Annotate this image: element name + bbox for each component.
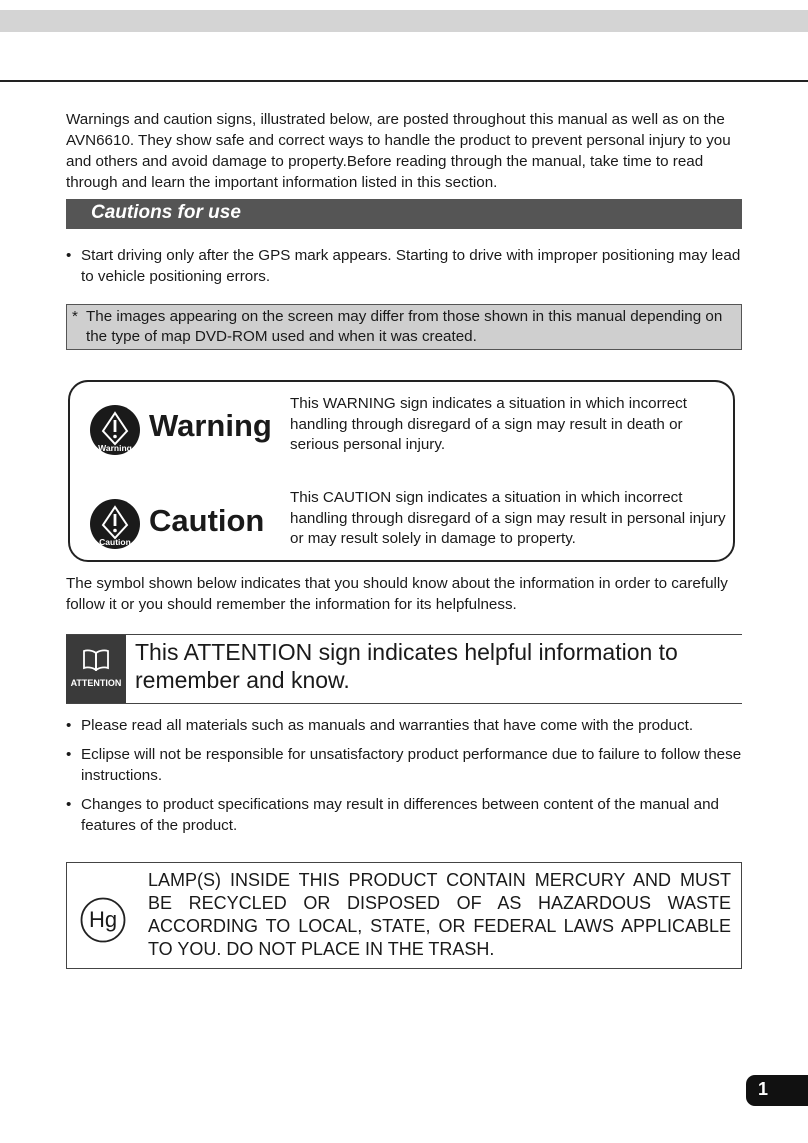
list-item: • Eclipse will not be responsible for unsatisfactory product performance due to failure to follow these instructions. [66, 744, 746, 786]
list-item: • Changes to product specifications may result in differences between content of the manual and features of the product. [66, 794, 746, 836]
attention-text: This ATTENTION sign indicates helpful information to remember and know. [135, 639, 678, 693]
caution-icon [89, 498, 141, 550]
mercury-text: LAMP(S) INSIDE THIS PRODUCT CONTAIN MERCURY AND MUST BE RECYCLED OR DISPOSED OF AS HAZARDOUS WASTE ACCORDING TO LOCAL, STATE, OR FEDERAL LAWS APPLICABLE TO YOU. DO NOT PLACE IN THE TRASH. [148, 870, 731, 959]
page-number: 1 [758, 1079, 769, 1099]
attention-top-rule [66, 634, 742, 635]
section-heading-bar [66, 199, 742, 229]
warning-icon [89, 404, 141, 456]
note-text: The images appearing on the screen may differ from those shown in this manual depending on the type of map DVD-ROM used and when it was created. [86, 308, 723, 345]
page-number-tab [746, 1075, 808, 1106]
attention-book-icon [66, 635, 126, 703]
note-box [66, 304, 742, 350]
header-band [0, 10, 808, 32]
signs-panel [68, 380, 735, 562]
symbol-paragraph: The symbol shown below indicates that you should know about the information in order to carefully follow it or you should remember the information for its helpfulness. [66, 575, 728, 613]
caution-title: Caution [149, 503, 265, 538]
cautions-list [66, 245, 746, 287]
warning-icon-label: Warning [98, 443, 132, 453]
warning-description: This WARNING sign indicates a situation in which incorrect handling through disregard of a sign may result in death or serious personal injury. [290, 395, 687, 453]
list-item: • Please read all materials such as manuals and warranties that have come with the product. [66, 715, 746, 736]
attention-icon-label: ATTENTION [70, 678, 122, 688]
caution-icon-label: Caution [99, 537, 131, 547]
note-marker: * [72, 308, 78, 325]
notes-list [66, 715, 746, 836]
attention-bottom-rule [66, 703, 742, 704]
mercury-symbol: Hg [88, 907, 118, 932]
caution-description: This CAUTION sign indicates a situation in which incorrect handling through disregard of a sign may result in personal injury or may result solely in damage to property. [290, 489, 726, 547]
list-item: • Start driving only after the GPS mark appears. Starting to drive with improper positioning may lead to vehicle positioning errors. [66, 245, 746, 287]
warning-title: Warning [149, 408, 272, 443]
intro-paragraph: Warnings and caution signs, illustrated below, are posted throughout this manual as well as on the AVN6610. They show safe and correct ways to handle the product to prevent personal injury to you and others and avoid damage to property.Before reading through the manual, take time to read through and learn the important information listed in this section. [66, 111, 731, 191]
section-title: Cautions for use [91, 202, 241, 223]
mercury-warning-box [66, 862, 742, 969]
header-rule [0, 80, 808, 82]
